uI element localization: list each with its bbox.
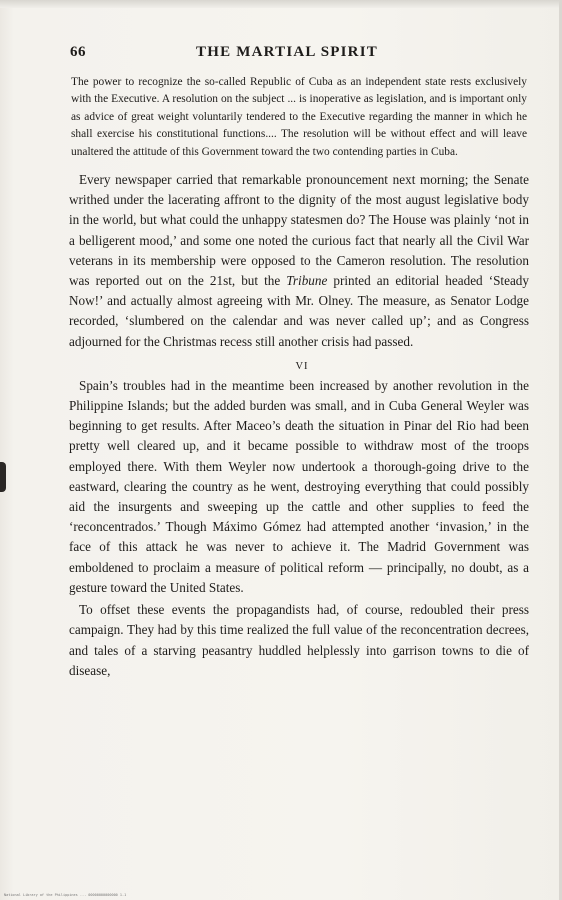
section-number: VI xyxy=(295,360,309,372)
paragraph-3: To offset these events the propagandists had, of course, redoubled their press campaign. They had by this time realized the full value of the reconcentration decrees, and tales of a starving peasantry huddled helplessly into garrison towns to die of disease, xyxy=(69,602,529,678)
paragraph-1 xyxy=(69,170,529,352)
page-number: 66 xyxy=(70,44,86,60)
page-header xyxy=(0,44,562,64)
paragraph-1-text-b: printed an editorial headed ‘Steady Now!’ and actually almost agreeing with Mr. Olney. The measure, as Senator Lodge recorded, ‘slumbered on the calendar and was never called up’; and as Congress adjourned for the Christmas recess still another crisis had passed. xyxy=(69,273,529,349)
paragraph-2: Spain’s troubles had in the meantime been increased by another revolution in the Philippine Islands; but the added burden was small, and in Cuba General Weyler was beginning to get results. After Maceo’s death the situation in Pinar del Rio had been pretty well cleared up, and it became possible to withdraw most of the troops employed there. With them Weyler now undertook a thorough-going drive to the eastward, clearing the country as he went, destroying everything that could possibly aid the insurgents and sweeping up the cattle and other supplies to feed the ‘reconcentrados.’ Though Máximo Gómez had attempted another ‘invasion,’ in the face of this attack he was never to achieve it. The Madrid Government was emboldened to proclaim a measure of political reform — principally, no doubt, as a gesture toward the United States. xyxy=(69,377,529,595)
binding-mark xyxy=(0,462,6,492)
paragraph-1-text-a: Every newspaper carried that remarkable pronouncement next morning; the Senate writhed under the lacerating affront to the dignity of the most august legislative body in the world, but what could the unhappy statesmen do? The House was plainly ‘not in a belligerent mood,’ and some one noted the curious fact that nearly all the Civil War veterans in its membership were opposed to the Cameron resolution. The resolution was reported out on the 21st, but the xyxy=(69,172,529,289)
block-quote xyxy=(69,74,529,161)
page-body xyxy=(69,74,529,681)
running-title: THE MARTIAL SPIRIT xyxy=(196,44,378,60)
page-top-edge xyxy=(0,0,562,8)
quote-text: The power to recognize the so-called Republic of Cuba as an independent state rests exclusively with the Executive. A resolution on the subject ... is inoperative as legislation, and is important only as advice of great weight voluntarily tendered to the Executive regarding the manner in which he shall exercise his constitutional functions.... The resolution will be without effect and will leave unaltered the attitude of this Government toward the two contending parties in Cuba. xyxy=(71,76,527,158)
scan-footer: National Library of the Philippines ... 00000000000000 1-1 xyxy=(4,893,127,897)
newspaper-title: Tribune xyxy=(286,273,328,289)
